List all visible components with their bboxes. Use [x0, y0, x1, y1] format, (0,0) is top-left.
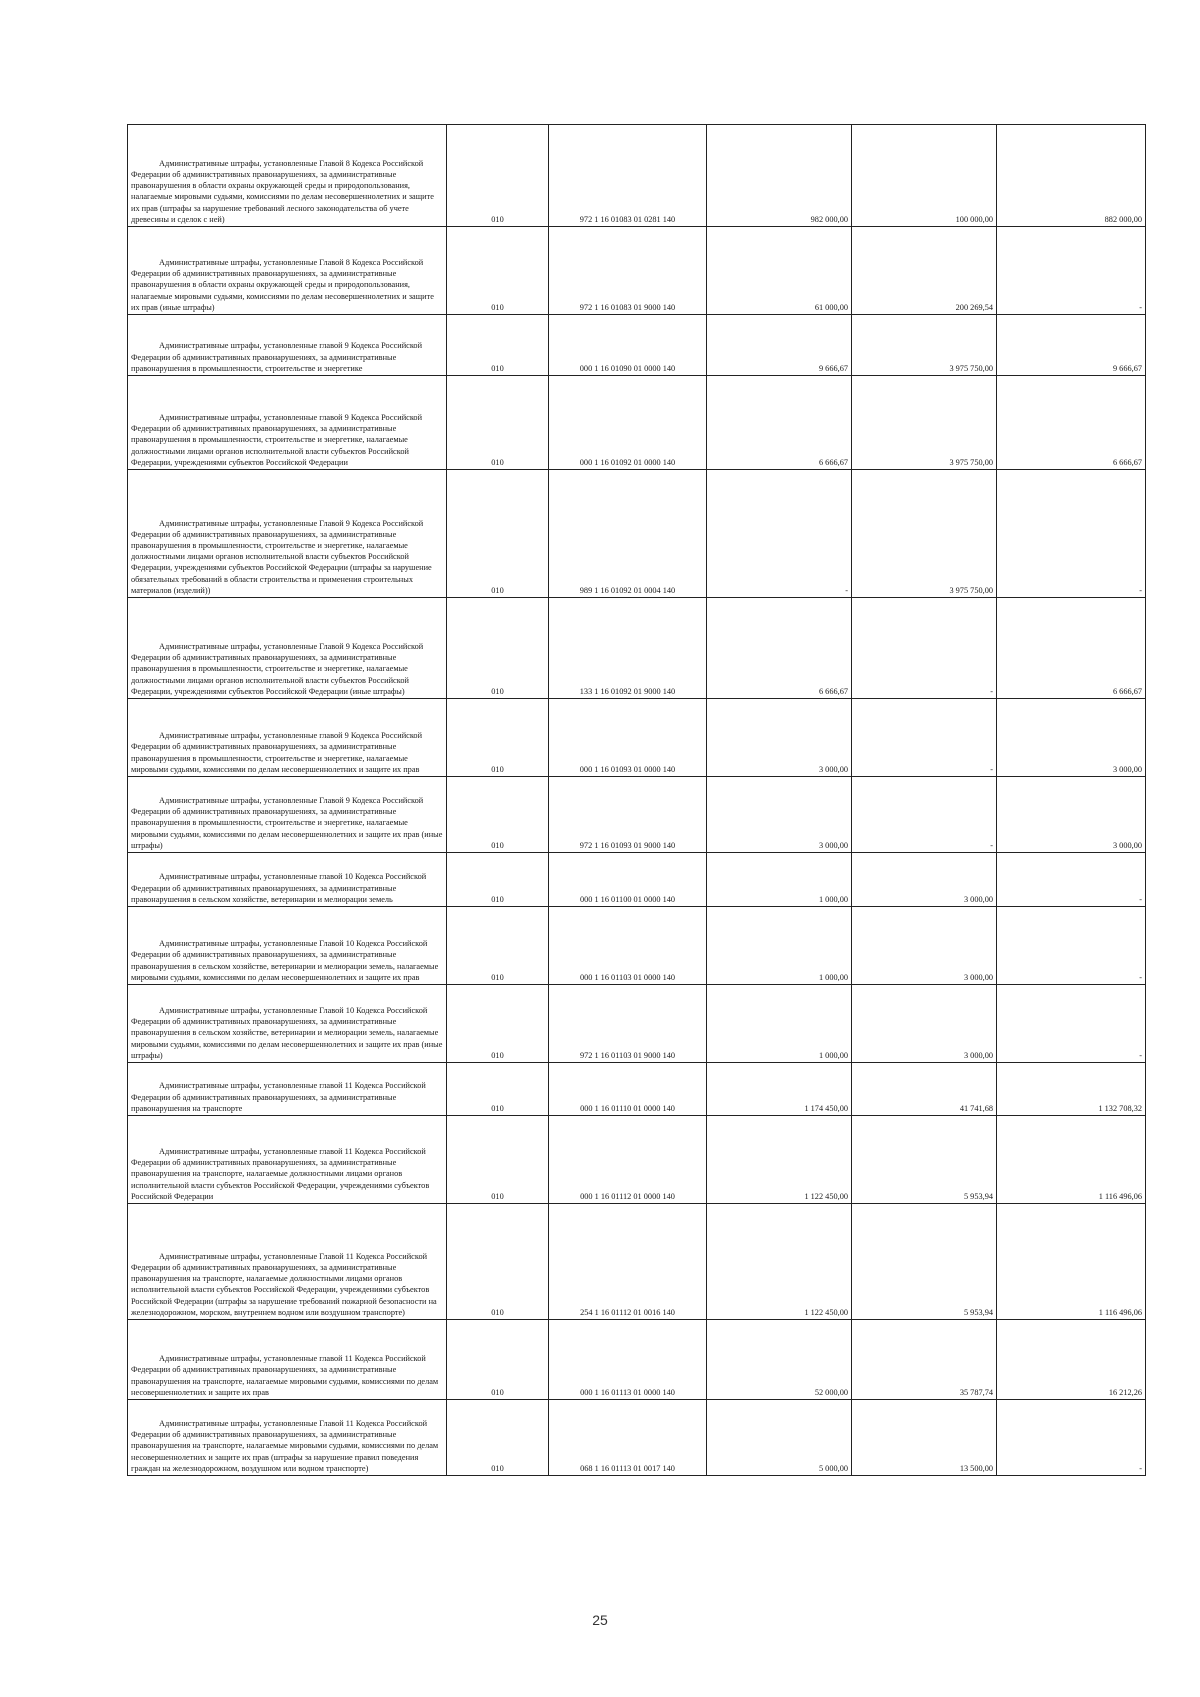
table-row — [128, 985, 1146, 1063]
cell-budget-code: 000 1 16 01090 01 0000 140 — [549, 315, 707, 376]
cell-budget-code: 133 1 16 01092 01 9000 140 — [549, 598, 707, 699]
table-row — [128, 227, 1146, 315]
cell-line-code: 010 — [447, 376, 549, 470]
cell-approved-amount: 982 000,00 — [707, 125, 852, 227]
cell-approved-amount: 6 666,67 — [707, 376, 852, 470]
cell-unexecuted-amount: 1 132 708,32 — [997, 1063, 1146, 1116]
table-row — [128, 1204, 1146, 1320]
table-row — [128, 1320, 1146, 1400]
cell-budget-code: 000 1 16 01110 01 0000 140 — [549, 1063, 707, 1116]
cell-budget-code: 000 1 16 01100 01 0000 140 — [549, 853, 707, 907]
cell-budget-code: 972 1 16 01103 01 9000 140 — [549, 985, 707, 1063]
cell-unexecuted-amount: 1 116 496,06 — [997, 1204, 1146, 1320]
cell-executed-amount: 13 500,00 — [852, 1400, 997, 1476]
cell-executed-amount: 200 269,54 — [852, 227, 997, 315]
cell-description: Административные штрафы, установленные Главой 10 Кодекса Российской Федерации об административных правонарушениях, за административные правонарушения в сельском хозяйстве, ветеринарии и мелиорации земель, налагаемые мировыми судьями, комиссиями по делам несовершеннолетних и защите их прав (иные штрафы) — [128, 985, 447, 1063]
table-row — [128, 1116, 1146, 1204]
income-table — [127, 124, 1146, 1476]
cell-executed-amount: 5 953,94 — [852, 1116, 997, 1204]
cell-executed-amount: 3 000,00 — [852, 907, 997, 985]
cell-executed-amount: - — [852, 598, 997, 699]
cell-unexecuted-amount: 3 000,00 — [997, 777, 1146, 853]
cell-unexecuted-amount: 6 666,67 — [997, 376, 1146, 470]
cell-description: Административные штрафы, установленные Главой 8 Кодекса Российской Федерации об административных правонарушениях, за административные правонарушения в области охраны окружающей среды и природопользования, налагаемые мировыми судьями, комиссиями по делам несовершеннолетних и защите их прав (иные штрафы) — [128, 227, 447, 315]
cell-description: Административные штрафы, установленные Главой 10 Кодекса Российской Федерации об административных правонарушениях, за административные правонарушения в сельском хозяйстве, ветеринарии и мелиорации земель, налагаемые мировыми судьями, комиссиями по делам несовершеннолетних и защите их прав — [128, 907, 447, 985]
cell-description: Административные штрафы, установленные главой 11 Кодекса Российской Федерации об административных правонарушениях, за административные правонарушения на транспорте — [128, 1063, 447, 1116]
cell-description: Административные штрафы, установленные главой 11 Кодекса Российской Федерации об административных правонарушениях, за административные правонарушения на транспорте, налагаемые должностными лицами органов исполнительной власти субъектов Российской Федерации, учреждениями субъектов Российской Федерации — [128, 1116, 447, 1204]
cell-executed-amount: 100 000,00 — [852, 125, 997, 227]
cell-approved-amount: 1 000,00 — [707, 853, 852, 907]
cell-approved-amount: 6 666,67 — [707, 598, 852, 699]
table-body — [128, 125, 1146, 1476]
table-row — [128, 125, 1146, 227]
cell-approved-amount: 3 000,00 — [707, 699, 852, 777]
cell-executed-amount: 3 975 750,00 — [852, 376, 997, 470]
table-row — [128, 598, 1146, 699]
cell-executed-amount: 3 975 750,00 — [852, 470, 997, 598]
cell-budget-code: 254 1 16 01112 01 0016 140 — [549, 1204, 707, 1320]
cell-line-code: 010 — [447, 1116, 549, 1204]
cell-line-code: 010 — [447, 853, 549, 907]
cell-executed-amount: 3 000,00 — [852, 853, 997, 907]
cell-approved-amount: 9 666,67 — [707, 315, 852, 376]
cell-description: Административные штрафы, установленные Главой 9 Кодекса Российской Федерации об административных правонарушениях, за административные правонарушения в промышленности, строительстве и энергетике, налагаемые должностными лицами органов исполнительной власти субъектов Российской Федерации, учреждениями субъектов Российской Федерации (иные штрафы) — [128, 598, 447, 699]
table-row — [128, 315, 1146, 376]
cell-line-code: 010 — [447, 598, 549, 699]
table-row — [128, 853, 1146, 907]
cell-approved-amount: 1 122 450,00 — [707, 1204, 852, 1320]
cell-line-code: 010 — [447, 699, 549, 777]
cell-line-code: 010 — [447, 315, 549, 376]
cell-line-code: 010 — [447, 1400, 549, 1476]
cell-description: Административные штрафы, установленные главой 9 Кодекса Российской Федерации об административных правонарушениях, за административные правонарушения в промышленности, строительстве и энергетике — [128, 315, 447, 376]
cell-line-code: 010 — [447, 907, 549, 985]
cell-line-code: 010 — [447, 227, 549, 315]
cell-budget-code: 068 1 16 01113 01 0017 140 — [549, 1400, 707, 1476]
cell-unexecuted-amount: - — [997, 853, 1146, 907]
cell-approved-amount: 1 122 450,00 — [707, 1116, 852, 1204]
cell-line-code: 010 — [447, 470, 549, 598]
cell-budget-code: 000 1 16 01113 01 0000 140 — [549, 1320, 707, 1400]
cell-description: Административные штрафы, установленные Главой 11 Кодекса Российской Федерации об административных правонарушениях, за административные правонарушения на транспорте, налагаемые должностными лицами органов исполнительной власти субъектов Российской Федерации, учреждениями субъектов Российской Федерации (штрафы за нарушение требований пожарной безопасности на железнодорожном, морском, внутреннем водном или воздушном транспорте) — [128, 1204, 447, 1320]
cell-approved-amount: 5 000,00 — [707, 1400, 852, 1476]
cell-description: Административные штрафы, установленные главой 9 Кодекса Российской Федерации об административных правонарушениях, за административные правонарушения в промышленности, строительстве и энергетике, налагаемые мировыми судьями, комиссиями по делам несовершеннолетних и защите их прав — [128, 699, 447, 777]
cell-budget-code: 972 1 16 01083 01 9000 140 — [549, 227, 707, 315]
cell-executed-amount: - — [852, 777, 997, 853]
cell-line-code: 010 — [447, 1204, 549, 1320]
budget-report-sheet — [127, 124, 1145, 1476]
cell-description: Административные штрафы, установленные Главой 11 Кодекса Российской Федерации об административных правонарушениях, за административные правонарушения на транспорте, налагаемые мировыми судьями, комиссиями по делам несовершеннолетних и защите их прав (штрафы за нарушение правил поведения граждан на железнодорожном, воздушном или водном транспорте) — [128, 1400, 447, 1476]
cell-line-code: 010 — [447, 125, 549, 227]
cell-executed-amount: 41 741,68 — [852, 1063, 997, 1116]
cell-unexecuted-amount: 1 116 496,06 — [997, 1116, 1146, 1204]
table-row — [128, 1063, 1146, 1116]
cell-unexecuted-amount: - — [997, 227, 1146, 315]
cell-approved-amount: 52 000,00 — [707, 1320, 852, 1400]
table-row — [128, 1400, 1146, 1476]
cell-unexecuted-amount: 9 666,67 — [997, 315, 1146, 376]
cell-unexecuted-amount: - — [997, 907, 1146, 985]
cell-budget-code: 972 1 16 01093 01 9000 140 — [549, 777, 707, 853]
cell-description: Административные штрафы, установленные главой 9 Кодекса Российской Федерации об административных правонарушениях, за административные правонарушения в промышленности, строительстве и энергетике, налагаемые должностными лицами органов исполнительной власти субъектов Российской Федерации, учреждениями субъектов Российской Федерации — [128, 376, 447, 470]
table-row — [128, 470, 1146, 598]
table-row — [128, 777, 1146, 853]
cell-unexecuted-amount: 6 666,67 — [997, 598, 1146, 699]
cell-executed-amount: 35 787,74 — [852, 1320, 997, 1400]
table-row — [128, 699, 1146, 777]
cell-approved-amount: 61 000,00 — [707, 227, 852, 315]
cell-executed-amount: 3 000,00 — [852, 985, 997, 1063]
cell-executed-amount: - — [852, 699, 997, 777]
cell-description: Административные штрафы, установленные главой 10 Кодекса Российской Федерации об административных правонарушениях, за административные правонарушения в сельском хозяйстве, ветеринарии и мелиорации земель — [128, 853, 447, 907]
cell-unexecuted-amount: - — [997, 1400, 1146, 1476]
table-row — [128, 907, 1146, 985]
cell-unexecuted-amount: - — [997, 985, 1146, 1063]
cell-approved-amount: 1 174 450,00 — [707, 1063, 852, 1116]
cell-budget-code: 000 1 16 01093 01 0000 140 — [549, 699, 707, 777]
cell-description: Административные штрафы, установленные главой 11 Кодекса Российской Федерации об административных правонарушениях, за административные правонарушения на транспорте, налагаемые мировыми судьями, комиссиями по делам несовершеннолетних и защите их прав — [128, 1320, 447, 1400]
cell-unexecuted-amount: 3 000,00 — [997, 699, 1146, 777]
cell-approved-amount: - — [707, 470, 852, 598]
cell-budget-code: 000 1 16 01112 01 0000 140 — [549, 1116, 707, 1204]
table-row — [128, 376, 1146, 470]
page-number: 25 — [592, 1612, 608, 1628]
cell-description: Административные штрафы, установленные Главой 8 Кодекса Российской Федерации об административных правонарушениях, за административные правонарушения в области охраны окружающей среды и природопользования, налагаемые мировыми судьями, комиссиями по делам несовершеннолетних и защите их прав (штрафы за нарушение требований лесного законодательства об учете древесины и сделок с ней) — [128, 125, 447, 227]
cell-unexecuted-amount: 882 000,00 — [997, 125, 1146, 227]
cell-unexecuted-amount: - — [997, 470, 1146, 598]
cell-executed-amount: 3 975 750,00 — [852, 315, 997, 376]
cell-approved-amount: 3 000,00 — [707, 777, 852, 853]
cell-approved-amount: 1 000,00 — [707, 985, 852, 1063]
cell-line-code: 010 — [447, 777, 549, 853]
cell-budget-code: 989 1 16 01092 01 0004 140 — [549, 470, 707, 598]
cell-budget-code: 000 1 16 01103 01 0000 140 — [549, 907, 707, 985]
cell-budget-code: 000 1 16 01092 01 0000 140 — [549, 376, 707, 470]
cell-description: Административные штрафы, установленные Главой 9 Кодекса Российской Федерации об административных правонарушениях, за административные правонарушения в промышленности, строительстве и энергетике, налагаемые должностными лицами органов исполнительной власти субъектов Российской Федерации, учреждениями субъектов Российской Федерации (штрафы за нарушение обязательных требований в области строительства и применения строительных материалов (изделий)) — [128, 470, 447, 598]
cell-executed-amount: 5 953,94 — [852, 1204, 997, 1320]
cell-line-code: 010 — [447, 1063, 549, 1116]
cell-unexecuted-amount: 16 212,26 — [997, 1320, 1146, 1400]
cell-budget-code: 972 1 16 01083 01 0281 140 — [549, 125, 707, 227]
cell-description: Административные штрафы, установленные Главой 9 Кодекса Российской Федерации об административных правонарушениях, за административные правонарушения в промышленности, строительстве и энергетике, налагаемые мировыми судьями, комиссиями по делам несовершеннолетних и защите их прав (иные штрафы) — [128, 777, 447, 853]
cell-approved-amount: 1 000,00 — [707, 907, 852, 985]
cell-line-code: 010 — [447, 985, 549, 1063]
cell-line-code: 010 — [447, 1320, 549, 1400]
